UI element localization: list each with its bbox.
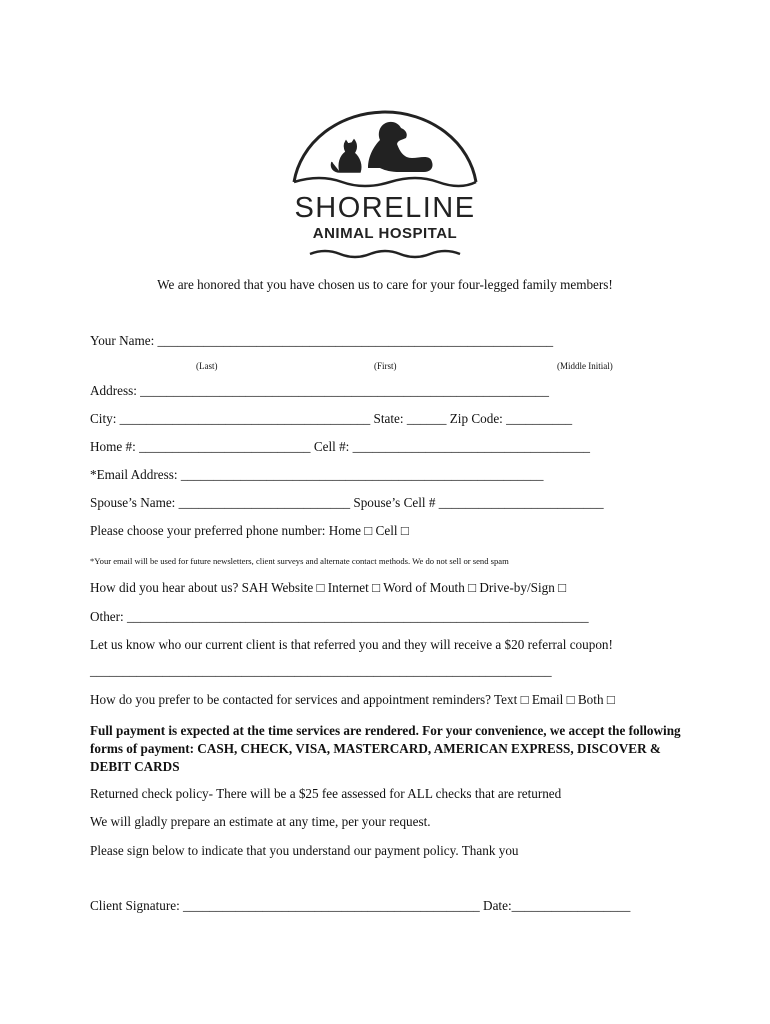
wave-top [294, 178, 476, 186]
shoreline-logo [280, 96, 490, 266]
other-field[interactable]: Other: ______________________________________________________________________ [90, 609, 589, 624]
email-field[interactable]: *Email Address: _______________________________________________________ [90, 467, 544, 482]
name-sub-last: (Last) [196, 361, 218, 371]
logo-wave-bottom [280, 246, 490, 266]
email-note: *Your email will be used for future newsletters, client surveys and alternate contact methods. We do not sell or send spam [90, 556, 509, 566]
preferred-phone-choice[interactable]: Please choose your preferred phone number: Home □ Cell □ [90, 523, 409, 538]
returned-check-policy: Returned check policy- There will be a $25 fee assessed for ALL checks that are returned [90, 786, 562, 801]
referral-text: Let us know who our current client is that referred you and they will receive a $20 referral coupon! [90, 637, 613, 652]
spouse-field[interactable]: Spouse’s Name: __________________________ Spouse’s Cell # _________________________ [90, 495, 604, 510]
cat-silhouette [331, 140, 360, 172]
phone-field[interactable]: Home #: __________________________ Cell #: ____________________________________ [90, 439, 591, 454]
hear-about-choice[interactable]: How did you hear about us? SAH Website □ Internet □ Word of Mouth □ Drive-by/Sign □ [90, 580, 567, 595]
signature-date-field[interactable]: Client Signature: _____________________________________________ Date:__________________ [90, 898, 631, 913]
referral-field[interactable]: ______________________________________________________________________ [90, 663, 552, 678]
contact-preference-choice[interactable]: How do you prefer to be contacted for services and appointment reminders? Text □ Email □ Both □ [90, 692, 615, 707]
city-state-zip-field[interactable]: City: ______________________________________ State: ______ Zip Code: __________ [90, 411, 573, 426]
intro-text: We are honored that you have chosen us to care for your four-legged family members! [157, 277, 613, 292]
sign-below-text: Please sign below to indicate that you understand our payment policy. Thank you [90, 843, 519, 858]
logo-name-line1: SHORELINE [294, 192, 476, 224]
name-sub-first: (First) [374, 361, 397, 371]
estimate-text: We will gladly prepare an estimate at any time, per your request. [90, 814, 431, 829]
address-field[interactable]: Address: ______________________________________________________________ [90, 383, 549, 398]
your-name-field[interactable]: Your Name: ____________________________________________________________ [90, 333, 554, 348]
dog-silhouette [368, 122, 433, 172]
payment-policy: Full payment is expected at the time services are rendered. For your convenience, we accept the following forms of payment: CASH, CHECK, VISA, MASTERCARD, AMERICAN EXPRESS, DISCOVER & DEBIT CARDS [90, 723, 681, 774]
name-sub-middle: (Middle Initial) [557, 361, 613, 371]
logo-name-line2: ANIMAL HOSPITAL [312, 225, 458, 242]
